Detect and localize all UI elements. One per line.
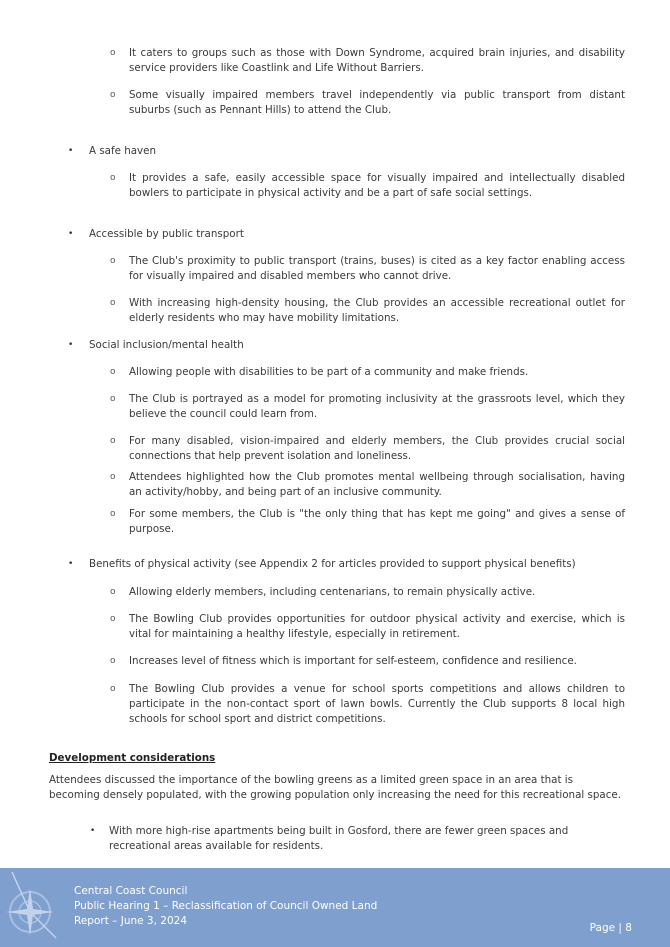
page-number: Page | 8 (589, 922, 632, 934)
list-item-text: It provides a safe, easily accessible space for visually impaired and intellectually disabled bowlers to participate in physical activity and be a part of safe social settings. (129, 172, 625, 199)
list-item-text: The Bowling Club provides a venue for school sports competitions and allows children to participate in the non-contact sport of lawn bowls. Currently the Club supports 8 local high schools for school sport and district competitions. (129, 683, 625, 725)
list-item-text: The Bowling Club provides opportunities for outdoor physical activity and exercise, which is vital for maintaining a healthy lifestyle, especially in retirement. (129, 613, 625, 640)
list-item (68, 557, 629, 572)
bullet: • (68, 229, 74, 239)
list-item-text: Increases level of fitness which is important for self-esteem, confidence and resilience. (129, 655, 577, 667)
bullet: • (68, 559, 74, 569)
list-item-text: The Club is portrayed as a model for promoting inclusivity at the grassroots level, which they believe the council could learn from. (129, 393, 625, 420)
list-item (68, 227, 629, 242)
list-item (90, 824, 621, 854)
list-item-text: The Club's proximity to public transport (trains, buses) is cited as a key factor enabling access for visually impaired and disabled members who cannot drive. (129, 255, 625, 282)
sub-bullet: o (110, 48, 116, 58)
list-item (110, 470, 625, 500)
council-compass-logo-icon (2, 872, 64, 944)
footer-organisation: Central Coast Council (74, 885, 188, 897)
list-item (110, 46, 625, 76)
bullet: • (68, 340, 74, 350)
section-heading: Development considerations (49, 752, 216, 764)
list-item-text: For some members, the Club is "the only thing that has kept me going" and gives a sense of purpose. (129, 508, 625, 535)
list-item (110, 507, 625, 537)
footer-report-date: Report – June 3, 2024 (74, 915, 188, 927)
sub-bullet: o (110, 656, 116, 666)
sub-bullet: o (110, 298, 116, 308)
list-item-text: It caters to groups such as those with Down Syndrome, acquired brain injuries, and disability service providers like Coastlink and Life Without Barriers. (129, 47, 625, 74)
list-item-text: For many disabled, vision-impaired and elderly members, the Club provides crucial social connections that help prevent isolation and loneliness. (129, 435, 625, 462)
list-item (110, 171, 625, 201)
sub-bullet: o (110, 614, 116, 624)
list-item-text: Allowing elderly members, including centenarians, to remain physically active. (129, 586, 536, 598)
list-item (110, 296, 625, 326)
list-item-text: Some visually impaired members travel independently via public transport from distant suburbs (such as Pennant Hills) to attend the Club. (129, 89, 625, 116)
list-item-text: Social inclusion/mental health (89, 339, 244, 351)
page-footer (0, 868, 670, 947)
list-item-text: With more high-rise apartments being built in Gosford, there are fewer green spaces and recreational areas available for residents. (109, 825, 569, 852)
list-item (110, 434, 625, 464)
section-paragraph: Attendees discussed the importance of the bowling greens as a limited green space in an area that is becoming densely populated, with the growing population only increasing the need for this recreational space. (49, 774, 622, 801)
sub-bullet: o (110, 587, 116, 597)
list-item (110, 682, 625, 727)
list-item-text: Accessible by public transport (89, 228, 244, 240)
bullet: • (90, 826, 96, 836)
footer-title: Public Hearing 1 – Reclassification of Council Owned Land (74, 900, 378, 912)
list-item (110, 585, 625, 600)
sub-bullet: o (110, 173, 116, 183)
list-item-text: A safe haven (89, 145, 157, 157)
list-item (110, 254, 625, 284)
sub-bullet: o (110, 256, 116, 266)
sub-bullet: o (110, 472, 116, 482)
sub-bullet: o (110, 367, 116, 377)
list-item (110, 88, 625, 118)
list-item (110, 365, 625, 380)
list-item-text: Attendees highlighted how the Club promotes mental wellbeing through socialisation, having an activity/hobby, and being part of an inclusive community. (129, 471, 625, 498)
sub-bullet: o (110, 90, 116, 100)
list-item (110, 654, 625, 669)
list-item (68, 338, 629, 353)
list-item (68, 144, 629, 159)
bullet: • (68, 146, 74, 156)
list-item (110, 612, 625, 642)
list-item-text: With increasing high-density housing, the Club provides an accessible recreational outlet for elderly residents who may have mobility limitations. (129, 297, 625, 324)
list-item-text: Benefits of physical activity (see Appendix 2 for articles provided to support physical benefits) (89, 558, 576, 570)
list-item (110, 392, 625, 422)
sub-bullet: o (110, 394, 116, 404)
list-item-text: Allowing people with disabilities to be part of a community and make friends. (129, 366, 529, 378)
sub-bullet: o (110, 684, 116, 694)
sub-bullet: o (110, 436, 116, 446)
sub-bullet: o (110, 509, 116, 519)
